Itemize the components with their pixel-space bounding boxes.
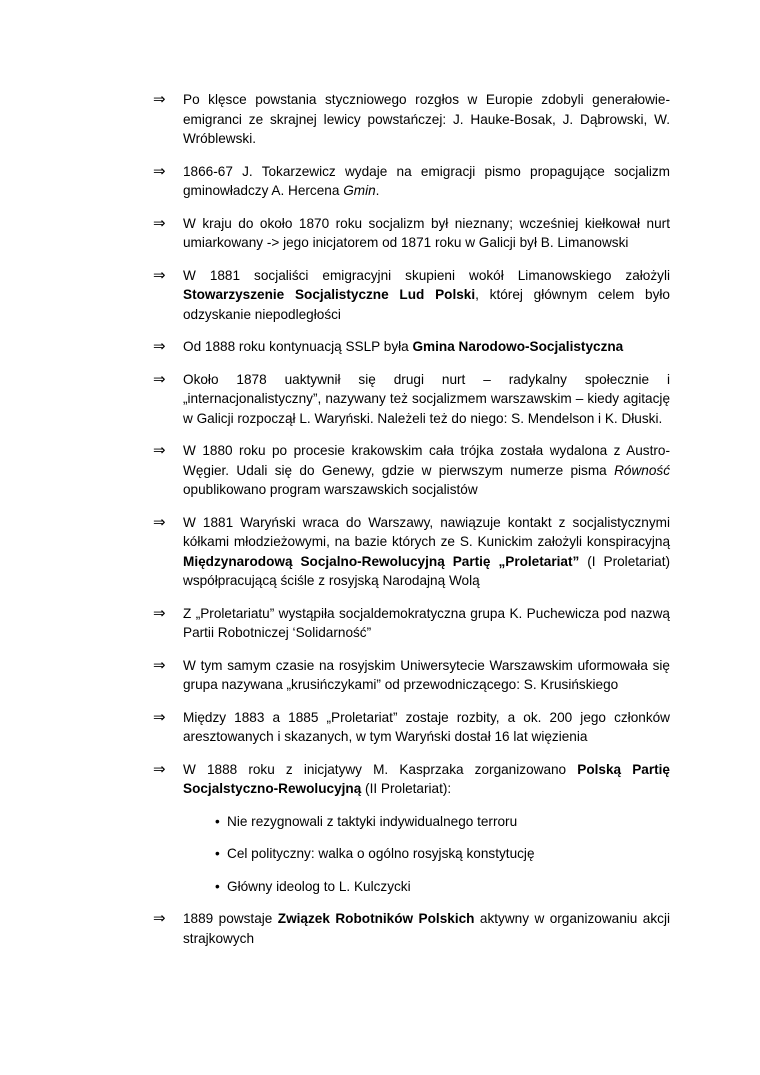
list-item-text bbox=[183, 370, 670, 429]
double-arrow-icon: ⇒ bbox=[153, 162, 166, 180]
sub-list-item-text: Nie rezygnowali z taktyki indywidualnego terroru bbox=[227, 813, 518, 829]
list-item bbox=[153, 909, 670, 948]
sub-list-item bbox=[215, 877, 670, 897]
text-run: W 1881 socjaliści emigracyjni skupieni wokół Limanowskiego założyli bbox=[183, 267, 670, 283]
list-item bbox=[153, 708, 670, 747]
sub-list-item-text: Główny ideolog to L. Kulczycki bbox=[227, 878, 411, 894]
sub-bullet-list bbox=[153, 812, 670, 897]
list-item bbox=[153, 760, 670, 799]
double-arrow-icon: ⇒ bbox=[153, 370, 166, 388]
list-item bbox=[153, 656, 670, 695]
text-run: Między 1883 a 1885 „Proletariat” zostaje rozbity, a ok. 200 jego członków aresztowanych i skazanych, w tym Waryński dostał 16 lat więzienia bbox=[183, 709, 670, 744]
text-run: opublikowano program warszawskich socjalistów bbox=[183, 482, 478, 497]
list-item bbox=[153, 513, 670, 591]
text-run: aktywny w organizowaniu akcji strajkowych bbox=[183, 911, 670, 946]
text-run: Z „Proletariatu” wystąpiła socjaldemokratyczna grupa K. Puchewicza pod nazwą Partii Robotniczej ‘Solidarność” bbox=[183, 605, 670, 640]
double-arrow-icon: ⇒ bbox=[153, 656, 166, 674]
text-run: Od 1888 roku kontynuacją SSLP była bbox=[183, 339, 413, 354]
italic-text: Gmin bbox=[343, 183, 376, 198]
list-item-text bbox=[183, 214, 670, 253]
list-item bbox=[153, 370, 670, 429]
text-run: W 1880 roku po procesie krakowskim cała trójka została wydalona z Austro-Węgier. Udali się do Genewy, gdzie w pierwszym numerze pisma bbox=[183, 443, 670, 478]
list-item-text bbox=[183, 708, 670, 747]
list-item-text bbox=[183, 162, 670, 201]
text-run: 1866-67 J. Tokarzewicz wydaje na emigracji pismo propagujące socjalizm gminowładczy A. Hercena bbox=[183, 163, 670, 198]
bullet-icon: • bbox=[215, 878, 220, 894]
list-item bbox=[153, 162, 670, 201]
sub-list-item-text: Cel polityczny: walka o ogólno rosyjską konstytucję bbox=[227, 846, 535, 861]
bullet-icon: • bbox=[215, 846, 220, 861]
bold-text: Stowarzyszenie Socjalistyczne Lud Polski bbox=[183, 287, 476, 302]
double-arrow-icon: ⇒ bbox=[153, 910, 166, 927]
list-item bbox=[153, 337, 670, 357]
list-item-text bbox=[183, 760, 670, 799]
text-run: (II Proletariat): bbox=[361, 781, 452, 796]
italic-text: Równość bbox=[614, 462, 670, 478]
list-item bbox=[153, 441, 670, 500]
list-item bbox=[153, 90, 670, 149]
list-item-text bbox=[183, 909, 670, 948]
text-run: Około 1878 uaktywnił się drugi nurt – radykalny społecznie i „internacjonalistyczny”, nazywany też socjalizmem warszawskim – kiedy agitację w Galicji rozpoczął L. Waryński. Należeli też do niego: S. Mendelson i K. Dłuski. bbox=[183, 371, 670, 426]
text-run: , której głównym celem było odzyskanie niepodległości bbox=[183, 287, 670, 322]
double-arrow-icon: ⇒ bbox=[153, 266, 166, 284]
double-arrow-icon: ⇒ bbox=[153, 442, 166, 459]
text-run: W 1888 roku z inicjatywy M. Kasprzaka zorganizowano bbox=[183, 761, 578, 777]
text-run: W 1881 Waryński wraca do Warszawy, nawiązuje kontakt z socjalistycznymi kółkami młodzieżowymi, na bazie których ze S. Kunickim założyli konspiracyjną bbox=[183, 514, 670, 549]
list-item-text bbox=[183, 604, 670, 643]
bold-text: Gmina Narodowo-Socjalistyczna bbox=[412, 339, 624, 354]
bold-text: Międzynarodową Socjalno-Rewolucyjną Partię „Proletariat” bbox=[183, 553, 580, 569]
bold-text: Związek Robotników Polskich bbox=[277, 911, 475, 926]
double-arrow-icon: ⇒ bbox=[153, 214, 166, 232]
list-item bbox=[153, 214, 670, 253]
double-arrow-icon: ⇒ bbox=[153, 91, 166, 108]
list-item bbox=[153, 266, 670, 325]
list-item-text bbox=[183, 656, 670, 695]
text-run: W kraju do około 1870 roku socjalizm był nieznany; wcześniej kiełkował nurt umiarkowany -> jego inicjatorem od 1871 roku w Galicji był B. Limanowski bbox=[183, 215, 670, 250]
text-run: (I Proletariat) współpracującą ściśle z rosyjską Narodajną Wolą bbox=[183, 553, 670, 588]
bullet-icon: • bbox=[215, 813, 220, 829]
bullet-list bbox=[153, 90, 670, 961]
list-item-text bbox=[183, 90, 670, 149]
list-item-text bbox=[183, 441, 670, 500]
list-item-text bbox=[183, 513, 670, 591]
list-item-text bbox=[183, 337, 670, 357]
text-run: W tym samym czasie na rosyjskim Uniwersytecie Warszawskim uformowała się grupa nazywana „krusińczykami” od przewodniczącego: S. Krusińskiego bbox=[183, 657, 670, 692]
double-arrow-icon: ⇒ bbox=[153, 513, 166, 531]
list-item bbox=[153, 604, 670, 643]
double-arrow-icon: ⇒ bbox=[153, 338, 166, 355]
text-run: Po klęsce powstania styczniowego rozgłos w Europie zdobyli generałowie-emigranci ze skrajnej lewicy powstańczej: J. Hauke-Bosak, J. Dąbrowski, W. Wróblewski. bbox=[183, 92, 670, 146]
sub-list-item bbox=[215, 812, 670, 832]
bold-text: Polską Partię Socjalstyczno-Rewolucyjną bbox=[183, 761, 670, 796]
sub-list-item bbox=[215, 844, 670, 864]
text-run: . bbox=[375, 183, 380, 198]
list-item-text bbox=[183, 266, 670, 325]
text-run: 1889 powstaje bbox=[183, 911, 278, 926]
double-arrow-icon: ⇒ bbox=[153, 760, 166, 778]
double-arrow-icon: ⇒ bbox=[153, 604, 166, 622]
double-arrow-icon: ⇒ bbox=[153, 708, 166, 726]
